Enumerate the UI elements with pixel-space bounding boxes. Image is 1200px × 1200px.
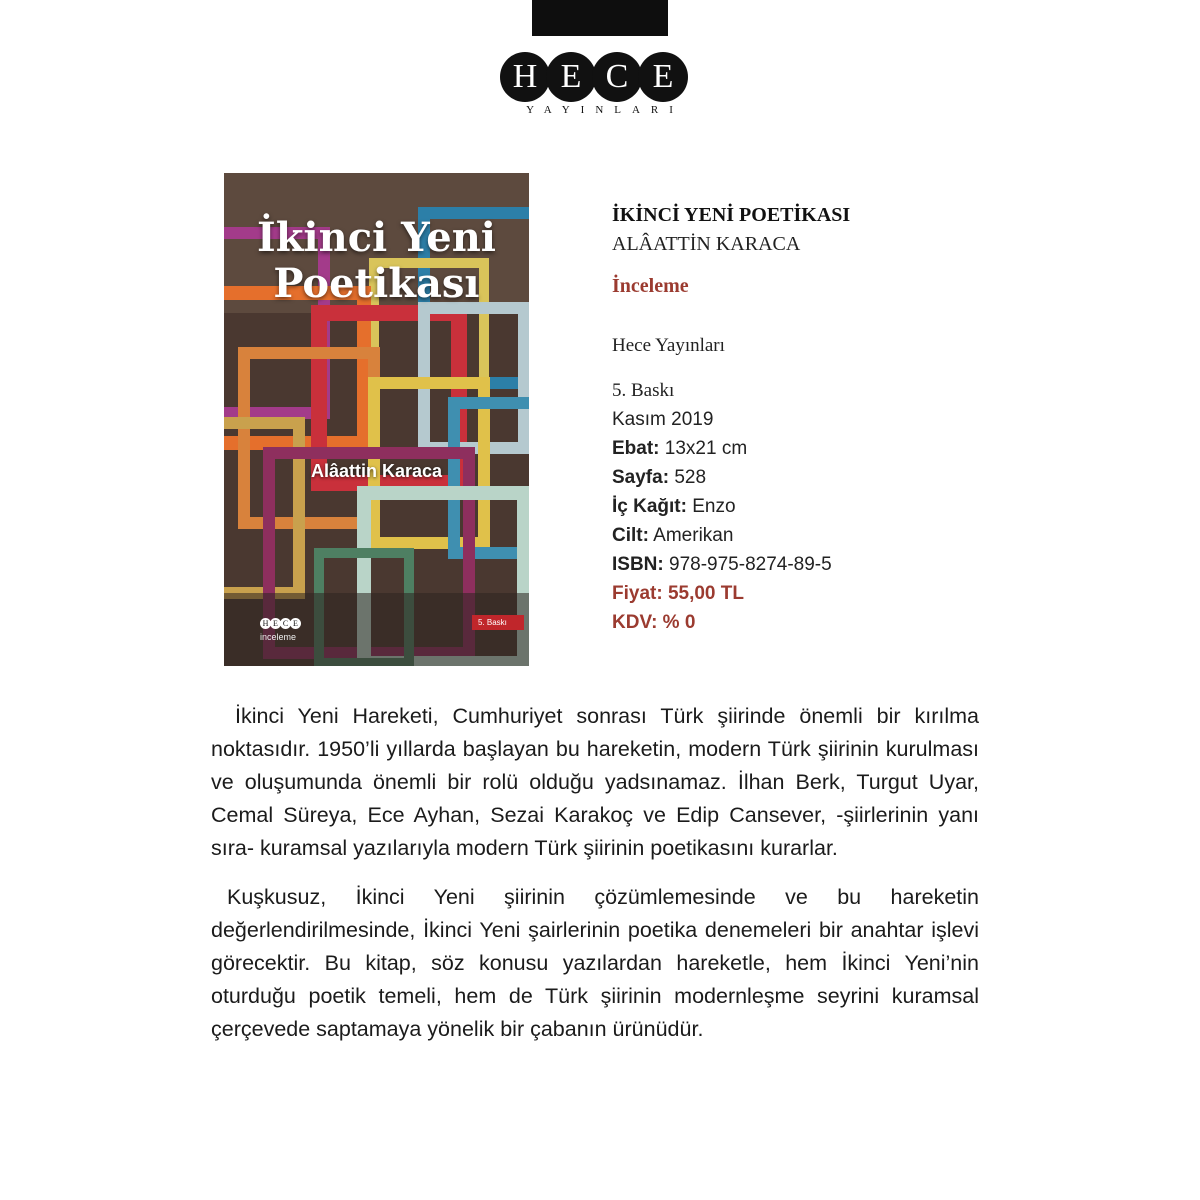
detail-value: 13x21 cm — [664, 438, 748, 459]
detail-value: Enzo — [692, 496, 736, 517]
publisher-logo — [490, 52, 710, 122]
cover-logo-letter: H — [260, 618, 271, 629]
logo-letter: E — [638, 52, 688, 102]
detail-label: Ebat: — [612, 438, 660, 459]
cover-title — [224, 215, 529, 307]
cover-logo-letter: C — [280, 618, 291, 629]
detail-value: 978-975-8274-89-5 — [669, 554, 832, 575]
cover-title-line: Poetikası — [273, 260, 480, 307]
book-category: İnceleme — [612, 275, 689, 297]
logo-letter: E — [546, 52, 596, 102]
price: Fiyat: 55,00 TL — [612, 583, 744, 604]
logo-letter: C — [592, 52, 642, 102]
book-description — [211, 700, 979, 1062]
detail-size — [612, 434, 1032, 463]
logo-subtitle: YAYINLARI — [526, 104, 684, 116]
detail-label: İç Kağıt: — [612, 496, 687, 517]
detail-value: Amerikan — [653, 525, 734, 546]
detail-binding — [612, 521, 1032, 550]
detail-label: Sayfa: — [612, 467, 670, 488]
edition: 5. Baskı — [612, 380, 675, 401]
book-info — [612, 200, 1032, 637]
book-author: ALÂATTİN KARACA — [612, 233, 801, 255]
description-paragraph: Kuşkusuz, İkinci Yeni şiirinin çözümlemesinde ve bu hareketin değerlendirilmesinde, İkinci Yeni şairlerinin poetika denemeleri bir anahtar işlevi görecektir. Bu kitap, söz konusu yazılardan hareketle, hem İkinci Yeni’nin oturduğu poetik temeli, hem de Türk şiirinin modernleşme seyrini kuramsal çerçevede saptamaya yönelik bir çabanın ürünüdür. — [211, 885, 979, 1041]
description-paragraph: İkinci Yeni Hareketi, Cumhuriyet sonrası Türk şiirinde önemli bir kırılma noktasıdır. 1950’li yıllarda başlayan bu hareketin, modern Türk şiirinin kurulması ve oluşumunda önemli bir rolü olduğu yadsınamaz. İlhan Berk, Turgut Uyar, Cemal Süreya, Ece Ayhan, Sezai Karakoç ve Edip Cansever, -şiirlerinin yanı sıra- kuramsal yazılarıyla modern Türk şiirinin poetikasını kurarlar. — [211, 704, 979, 860]
logo-letter: H — [500, 52, 550, 102]
detail-value: 528 — [674, 467, 707, 488]
cover-series-label: inceleme — [260, 632, 297, 642]
cover-edition-badge: 5. Baskı — [472, 615, 524, 630]
cover-logo-letter: E — [290, 618, 301, 629]
detail-isbn — [612, 550, 1032, 579]
cover-title-line: İkinci Yeni — [257, 214, 496, 261]
detail-paper — [612, 492, 1032, 521]
book-cover — [224, 173, 529, 666]
detail-label: ISBN: — [612, 554, 664, 575]
cover-author: Alâattin Karaca — [310, 461, 443, 481]
publication-date: Kasım 2019 — [612, 409, 714, 430]
detail-pages — [612, 463, 1032, 492]
top-black-bar — [532, 0, 668, 36]
vat: KDV: % 0 — [612, 612, 696, 633]
book-title: İKİNCİ YENİ POETİKASI — [612, 204, 851, 226]
publisher-name: Hece Yayınları — [612, 335, 725, 356]
detail-label: Cilt: — [612, 525, 649, 546]
cover-logo — [260, 618, 300, 629]
cover-logo-letter: E — [270, 618, 281, 629]
